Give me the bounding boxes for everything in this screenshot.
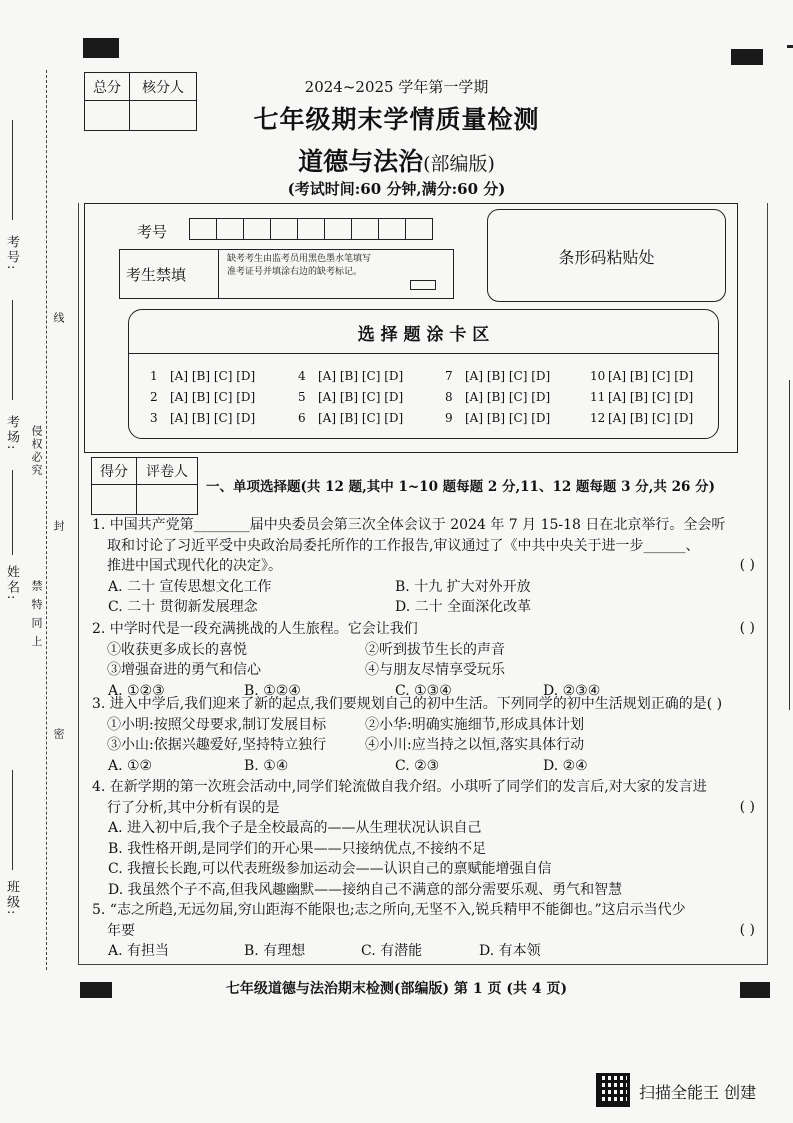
answer-choice-row[interactable] xyxy=(298,366,403,387)
field-banji: 班级: xyxy=(4,880,19,917)
question-number: 12 xyxy=(590,411,606,425)
digit-box[interactable] xyxy=(324,218,352,240)
question-text: 行了分析,其中分析有误的是 xyxy=(107,799,280,816)
question-number: 8 xyxy=(445,390,453,404)
bubble-options[interactable]: [A] [B] [C] [D] xyxy=(465,411,551,425)
question-text: 3. 进入中学后,我们迎来了新的起点,我们要规划自己的初中生活。下列同学的初中生活规划正确的是( ) xyxy=(92,696,723,712)
question-number: 6 xyxy=(298,411,306,425)
question-number: 2 xyxy=(150,390,158,404)
question-number: 4 xyxy=(298,369,306,383)
option-b[interactable]: B. ①②④ xyxy=(244,682,301,699)
question-number: 1 xyxy=(150,369,158,383)
seal-mi: 密 xyxy=(52,728,65,741)
bubble-options[interactable]: [A] [B] [C] [D] xyxy=(170,390,256,404)
forbid-note: 缺考考生由监考员用黑色墨水笔填写准考证号并填涂右边的缺考标记。 xyxy=(227,254,372,277)
question-text: 1. 中国共产党第________届中央委员会第三次全体会议于 2024 年 7 月 15-18 日在北京举行。全会听 xyxy=(92,517,726,533)
statement-item: ③增强奋进的勇气和信心 xyxy=(107,662,261,678)
bubble-options[interactable]: [A] [B] [C] [D] xyxy=(608,411,694,425)
digit-box[interactable] xyxy=(216,218,244,240)
option-c[interactable]: C. ①③④ xyxy=(395,682,452,699)
bubble-options[interactable]: [A] [B] [C] [D] xyxy=(170,411,256,425)
digit-box[interactable] xyxy=(297,218,325,240)
field-kaohao: 考号: xyxy=(4,235,19,272)
answer-choice-row[interactable] xyxy=(590,387,693,408)
answer-paren[interactable]: ( ) xyxy=(739,557,755,573)
bubble-options[interactable]: [A] [B] [C] [D] xyxy=(318,390,404,404)
answer-choice-row[interactable] xyxy=(590,408,693,429)
bubble-options[interactable]: [A] [B] [C] [D] xyxy=(170,369,256,383)
statement-item: ①小明:按照父母要求,制订发展目标 xyxy=(107,716,327,733)
statement-item: ④与朋友尽情享受玩乐 xyxy=(365,662,505,678)
question-text: 2. 中学时代是一段充满挑战的人生旅程。它会让我们 xyxy=(92,621,418,637)
section-heading: 一、单项选择题(共 12 题,其中 1~10 题每题 2 分,11、12 题每题 3 分,共 26 分) xyxy=(206,479,715,495)
bubble-options[interactable]: [A] [B] [C] [D] xyxy=(608,390,694,404)
question-text: 4. 在新学期的第一次班会活动中,同学们轮流做自我介绍。小琪听了同学们的发言后,对大家的发言进 xyxy=(92,779,707,795)
statement-item: ①收获更多成长的喜悦 xyxy=(107,641,247,658)
option-d[interactable]: D. 有本领 xyxy=(479,943,541,959)
answer-choice-row[interactable] xyxy=(298,387,403,408)
binding-line xyxy=(46,70,47,970)
seal-xian: 线 xyxy=(52,312,65,325)
field-xingming: 姓名: xyxy=(4,565,19,602)
option-d[interactable]: D. ②③④ xyxy=(543,682,601,699)
answer-choice-row[interactable] xyxy=(445,387,550,408)
option-a[interactable]: A. 进入初中后,我个子是全校最高的——从生理状况认识自己 xyxy=(108,820,482,836)
digit-box[interactable] xyxy=(405,218,433,240)
question-number: 5 xyxy=(298,390,306,404)
option-c[interactable]: C. 我擅长长跑,可以代表班级参加运动会——认识自己的禀赋能增强自信 xyxy=(108,861,552,877)
question-number: 9 xyxy=(445,411,453,425)
option-c[interactable]: C. 二十 贯彻新发展理念 xyxy=(108,599,258,615)
question-number: 3 xyxy=(150,411,158,425)
registration-mark xyxy=(731,49,763,65)
subject: 道德与法治 xyxy=(298,147,424,176)
option-b[interactable]: B. 有理想 xyxy=(244,943,306,959)
semester: 2024~2025 学年第一学期 xyxy=(304,78,489,96)
option-d[interactable]: D. 我虽然个子不高,但我风趣幽默——接纳自己不满意的部分需要乐观、勇气和智慧 xyxy=(108,881,623,898)
option-a[interactable]: A. ①② xyxy=(108,757,153,774)
option-d[interactable]: D. ②④ xyxy=(543,757,588,774)
seal-rights: 侵权必究 xyxy=(30,425,43,477)
option-d[interactable]: D. 二十 全面深化改革 xyxy=(395,599,532,615)
option-a[interactable]: A. 有担当 xyxy=(108,943,170,959)
digit-box[interactable] xyxy=(189,218,217,240)
answer-choice-row[interactable] xyxy=(590,366,693,387)
total-label: 总分 xyxy=(85,73,130,101)
option-b[interactable]: B. 我性格开朗,是同学们的开心果——只接纳优点,不接纳不足 xyxy=(108,840,487,857)
option-c[interactable]: C. 有潜能 xyxy=(361,943,423,959)
seal-feng: 封 xyxy=(52,520,65,533)
barcode-label: 条形码粘贴处 xyxy=(558,248,655,267)
page-title: 七年级期末学情质量检测 xyxy=(253,105,540,134)
answer-choice-row[interactable] xyxy=(150,387,255,408)
statement-item: ④小川:应当持之以恒,落实具体行动 xyxy=(365,737,585,753)
section-grader-label: 评卷人 xyxy=(137,458,198,485)
question-number: 11 xyxy=(590,390,606,404)
option-a[interactable]: A. 二十 宣传思想文化工作 xyxy=(108,578,272,595)
answer-paren[interactable]: ( ) xyxy=(739,798,755,815)
absent-mark[interactable] xyxy=(410,280,436,290)
option-b[interactable]: B. ①④ xyxy=(244,757,289,774)
option-b[interactable]: B. 十九 扩大对外开放 xyxy=(395,578,531,595)
qr-code-icon xyxy=(596,1073,630,1107)
scanner-watermark: 扫描全能王 创建 xyxy=(639,1083,757,1102)
answer-choice-row[interactable] xyxy=(150,366,255,387)
option-a[interactable]: A. ①②③ xyxy=(108,682,165,699)
answer-card-divider xyxy=(128,353,719,354)
blank-line xyxy=(12,470,13,555)
section-grader-cell[interactable] xyxy=(137,485,198,515)
question-text: 5. “志之所趋,无远勿届,穷山距海不能限也;志之所向,无坚不入,锐兵精甲不能御也。”这启示当代少 xyxy=(92,902,686,918)
edition: (部编版) xyxy=(423,153,495,175)
statement-item: ③小山:依据兴趣爱好,坚持特立独行 xyxy=(107,737,327,753)
question-number: 7 xyxy=(445,369,453,383)
bubble-options[interactable]: [A] [B] [C] [D] xyxy=(608,369,694,383)
bubble-options[interactable]: [A] [B] [C] [D] xyxy=(465,390,551,404)
forbid-divider xyxy=(218,249,219,299)
bubble-options[interactable]: [A] [B] [C] [D] xyxy=(318,411,404,425)
digit-box[interactable] xyxy=(351,218,379,240)
section-score-table xyxy=(91,457,198,515)
digit-box[interactable] xyxy=(243,218,271,240)
digit-box[interactable] xyxy=(378,218,406,240)
kaohao-label: 考号 xyxy=(137,223,168,241)
answer-choice-row[interactable] xyxy=(445,408,550,429)
kaohao-boxes[interactable] xyxy=(189,218,433,240)
edge-line xyxy=(789,380,790,710)
answer-paren[interactable]: ( ) xyxy=(739,921,755,938)
field-kaochang: 考场: xyxy=(4,415,19,452)
answer-paren[interactable]: ( ) xyxy=(739,620,755,636)
bubble-options[interactable]: [A] [B] [C] [D] xyxy=(465,369,551,383)
subject-title xyxy=(0,142,793,178)
section-score-cell[interactable] xyxy=(92,485,137,515)
page-footer: 七年级道德与法治期末检测(部编版) 第 1 页 (共 4 页) xyxy=(225,981,568,997)
digit-box[interactable] xyxy=(270,218,298,240)
bubble-options[interactable]: [A] [B] [C] [D] xyxy=(318,369,404,383)
question-text: 取和讨论了习近平受中央政治局委托所作的工作报告,审议通过了《中共中央关于进一步______、 xyxy=(107,537,700,554)
statement-item: ②小华:明确实施细节,形成具体计划 xyxy=(365,716,585,733)
question-text: 推进中国式现代化的决定》。 xyxy=(107,558,282,574)
exam-info: (考试时间:60 分钟,满分:60 分) xyxy=(287,180,506,198)
seal-notice: 禁 特 同 上 xyxy=(30,580,43,649)
question-text: 年要 xyxy=(107,922,135,939)
edge-tick xyxy=(787,45,793,48)
section-score-label: 得分 xyxy=(92,458,137,485)
blank-line xyxy=(12,300,13,400)
answer-choice-row[interactable] xyxy=(150,408,255,429)
forbid-label: 考生禁填 xyxy=(126,266,187,284)
answer-choice-row[interactable] xyxy=(445,366,550,387)
answer-card-title: 选 择 题 涂 卡 区 xyxy=(357,325,490,345)
statement-item: ②听到拔节生长的声音 xyxy=(365,641,505,658)
registration-mark xyxy=(83,38,119,58)
blank-line xyxy=(12,770,13,870)
answer-choice-row[interactable] xyxy=(298,408,403,429)
option-c[interactable]: C. ②③ xyxy=(395,757,440,774)
question-number: 10 xyxy=(590,369,606,383)
checker-label: 核分人 xyxy=(130,73,197,101)
